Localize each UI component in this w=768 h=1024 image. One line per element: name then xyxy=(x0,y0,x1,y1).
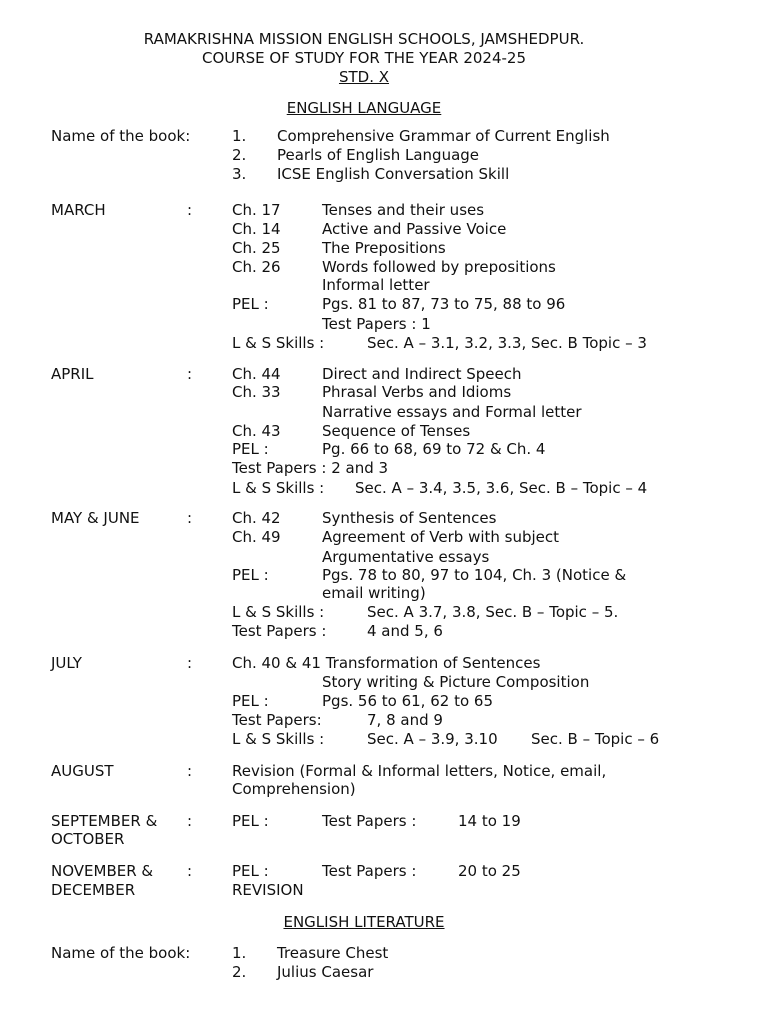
chapter-topic: The Prepositions xyxy=(322,239,446,257)
test-papers: Test Papers : xyxy=(322,862,417,880)
month-label: SEPTEMBER & xyxy=(51,812,158,830)
test-papers: Test Papers : 2 and 3 xyxy=(232,459,389,477)
month-colon: : xyxy=(187,201,193,219)
month-colon: : xyxy=(187,509,193,527)
revision-text: Comprehension) xyxy=(232,780,356,798)
pel-label: PEL : xyxy=(232,295,269,313)
ls-skills-label: L & S Skills : xyxy=(232,479,325,497)
chapter-number: Ch. 43 xyxy=(232,422,281,440)
book-name: Treasure Chest xyxy=(277,944,389,962)
book-name: Comprehensive Grammar of Current English xyxy=(277,127,610,145)
chapter-number: Ch. 26 xyxy=(232,258,281,276)
test-papers-range: 20 to 25 xyxy=(458,862,521,880)
month-label: MARCH xyxy=(51,201,106,219)
chapter-topic: Phrasal Verbs and Idioms xyxy=(322,383,512,401)
chapter-topic: Narrative essays and Formal letter xyxy=(322,403,582,421)
test-papers: Test Papers : 1 xyxy=(322,315,431,333)
section-title-literature: ENGLISH LITERATURE xyxy=(283,913,445,931)
pel-label: PEL : xyxy=(232,812,269,830)
chapter-topic: Sequence of Tenses xyxy=(322,422,471,440)
month-colon: : xyxy=(187,762,193,780)
book-label: Name of the book: xyxy=(51,944,191,962)
chapter-number: Ch. 42 xyxy=(232,509,281,527)
test-papers-range: 14 to 19 xyxy=(458,812,521,830)
ls-skills-text: Sec. A – 3.1, 3.2, 3.3, Sec. B Topic – 3 xyxy=(367,334,647,352)
pel-pages: Pg. 66 to 68, 69 to 72 & Ch. 4 xyxy=(322,440,546,458)
month-label: NOVEMBER & xyxy=(51,862,154,880)
pel-pages: Pgs. 81 to 87, 73 to 75, 88 to 96 xyxy=(322,295,566,313)
month-colon: : xyxy=(187,862,193,880)
course-title: COURSE OF STUDY FOR THE YEAR 2024-25 xyxy=(201,49,527,67)
ls-skills-label: L & S Skills : xyxy=(232,334,325,352)
test-papers: Test Papers : xyxy=(232,622,327,640)
school-name: RAMAKRISHNA MISSION ENGLISH SCHOOLS, JAMSHEDPUR. xyxy=(143,30,585,48)
chapter-number: Ch. 44 xyxy=(232,365,281,383)
standard-label: STD. X xyxy=(338,68,390,86)
book-number: 1. xyxy=(232,127,247,145)
pel-pages: Pgs. 78 to 80, 97 to 104, Ch. 3 (Notice & xyxy=(322,566,627,584)
book-name: Julius Caesar xyxy=(277,963,374,981)
pel-label: PEL : xyxy=(232,566,269,584)
month-colon: : xyxy=(187,812,193,830)
book-name: Pearls of English Language xyxy=(277,146,480,164)
chapter-number: Ch. 49 xyxy=(232,528,281,546)
chapter-topic: Ch. 40 & 41 Transformation of Sentences xyxy=(232,654,541,672)
revision-text: Revision (Formal & Informal letters, Notice, email, xyxy=(232,762,607,780)
chapter-topic: Agreement of Verb with subject xyxy=(322,528,560,546)
chapter-topic: Story writing & Picture Composition xyxy=(322,673,590,691)
ls-skills-label: L & S Skills : xyxy=(232,603,325,621)
chapter-topic: Tenses and their uses xyxy=(322,201,485,219)
month-label: MAY & JUNE xyxy=(51,509,140,527)
section-title-language: ENGLISH LANGUAGE xyxy=(286,99,442,117)
month-label: DECEMBER xyxy=(51,881,136,899)
month-label: OCTOBER xyxy=(51,830,125,848)
test-papers-range: 7, 8 and 9 xyxy=(367,711,443,729)
chapter-number: Ch. 17 xyxy=(232,201,281,219)
ls-skills-text: Sec. A 3.7, 3.8, Sec. B – Topic – 5. xyxy=(367,603,619,621)
month-label: JULY xyxy=(51,654,82,672)
chapter-topic: Direct and Indirect Speech xyxy=(322,365,522,383)
month-label: APRIL xyxy=(51,365,94,383)
month-colon: : xyxy=(187,365,193,383)
pel-pages: email writing) xyxy=(322,584,426,602)
book-number: 2. xyxy=(232,146,247,164)
chapter-topic: Synthesis of Sentences xyxy=(322,509,497,527)
book-label: Name of the book: xyxy=(51,127,191,145)
revision-text: REVISION xyxy=(232,881,304,899)
chapter-number: Ch. 25 xyxy=(232,239,281,257)
chapter-topic: Argumentative essays xyxy=(322,548,490,566)
book-number: 2. xyxy=(232,963,247,981)
book-number: 1. xyxy=(232,944,247,962)
test-papers-range: 4 and 5, 6 xyxy=(367,622,443,640)
book-number: 3. xyxy=(232,165,247,183)
ls-skills-label: L & S Skills : xyxy=(232,730,325,748)
chapter-number: Ch. 33 xyxy=(232,383,281,401)
month-label: AUGUST xyxy=(51,762,114,780)
ls-skills-text: Sec. A – 3.4, 3.5, 3.6, Sec. B – Topic – 4 xyxy=(355,479,648,497)
pel-label: PEL : xyxy=(232,862,269,880)
chapter-topic: Active and Passive Voice xyxy=(322,220,507,238)
chapter-number: Ch. 14 xyxy=(232,220,281,238)
test-papers: Test Papers: xyxy=(232,711,322,729)
pel-pages: Pgs. 56 to 61, 62 to 65 xyxy=(322,692,493,710)
ls-skills-text: Sec. B – Topic – 6 xyxy=(531,730,660,748)
ls-skills-text: Sec. A – 3.9, 3.10 xyxy=(367,730,498,748)
pel-label: PEL : xyxy=(232,440,269,458)
month-colon: : xyxy=(187,654,193,672)
chapter-topic: Informal letter xyxy=(322,276,430,294)
chapter-topic: Words followed by prepositions xyxy=(322,258,556,276)
test-papers: Test Papers : xyxy=(322,812,417,830)
pel-label: PEL : xyxy=(232,692,269,710)
book-name: ICSE English Conversation Skill xyxy=(277,165,510,183)
